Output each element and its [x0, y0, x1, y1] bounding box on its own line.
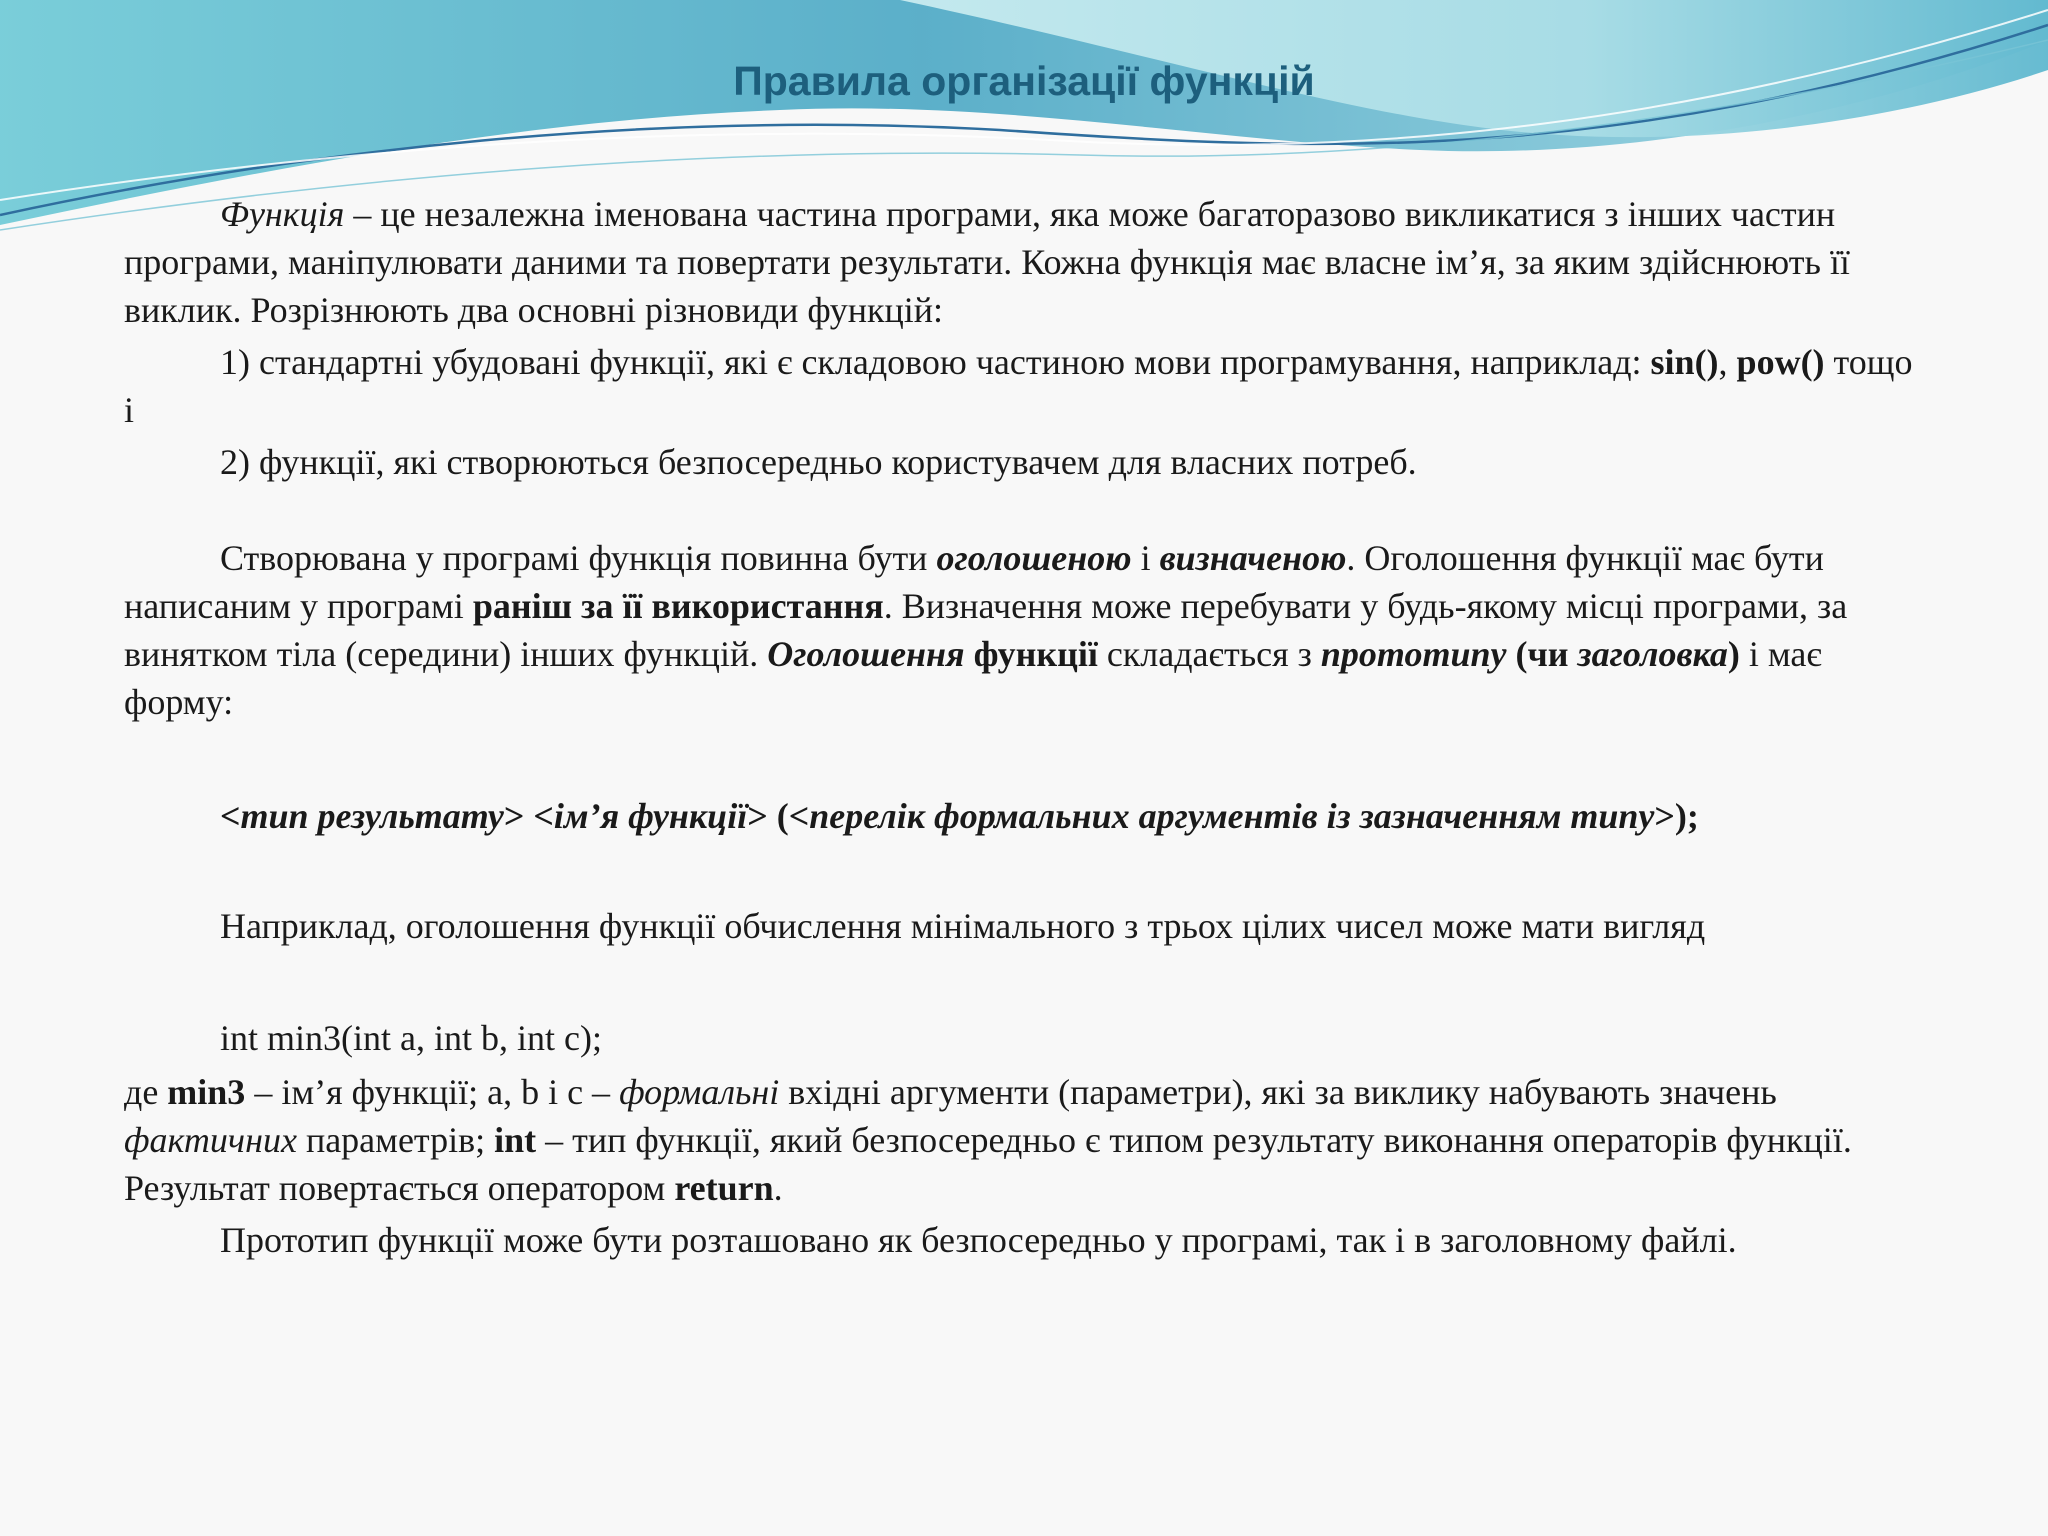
prototype-form: <тип результату> <ім’я функції> (<перелік формальних аргументів із зазначенням типу>);	[220, 796, 1699, 836]
slide-title: Правила організації функцій	[733, 58, 1315, 104]
paragraph-user-functions: 2) функції, які створюються безпосередньо користувачем для власних потреб.	[220, 442, 1417, 482]
paragraph-example-intro: Наприклад, оголошення функції обчислення мінімального з трьох цілих чисел може мати вигляд	[220, 906, 1706, 946]
code-example-declaration: int min3(int a, int b, int c);	[220, 1018, 602, 1058]
paragraph-declaration-rules: Створювана у програмі функція повинна бути оголошеною і визначеною. Оголошення функції має бути написаним у програмі раніш за її використання. Визначення може перебувати у будь-якому місці програми, за винятком тіла (середини) інших функцій. Оголошення функції складається з прототипу (чи заголовка) і має форму:	[124, 538, 1848, 722]
slide-body	[124, 190, 1924, 1264]
paragraph-prototype-location: Прототип функції може бути розташовано як безпосередньо у програмі, так і в заголовному файлі.	[220, 1220, 1737, 1260]
paragraph-example-explanation: де min3 – ім’я функції; a, b і c – формальні вхідні аргументи (параметри), які за виклику набувають значень фактичних параметрів; int – тип функції, який безпосередньо є типом результату виконання операторів функції. Результат повертається оператором return.	[124, 1072, 1852, 1208]
paragraph-builtin-functions: 1) стандартні убудовані функції, які є складовою частиною мови програмування, наприклад: sin(), pow() тощо і	[124, 342, 1913, 430]
paragraph-function-definition: Функція – це незалежна іменована частина програми, яка може багаторазово викликатися з інших частин програми, маніпулювати даними та повертати результати. Кожна функція має власне ім’я, за яким здійснюють її виклик. Розрізнюють два основні різновиди функцій:	[124, 194, 1850, 330]
